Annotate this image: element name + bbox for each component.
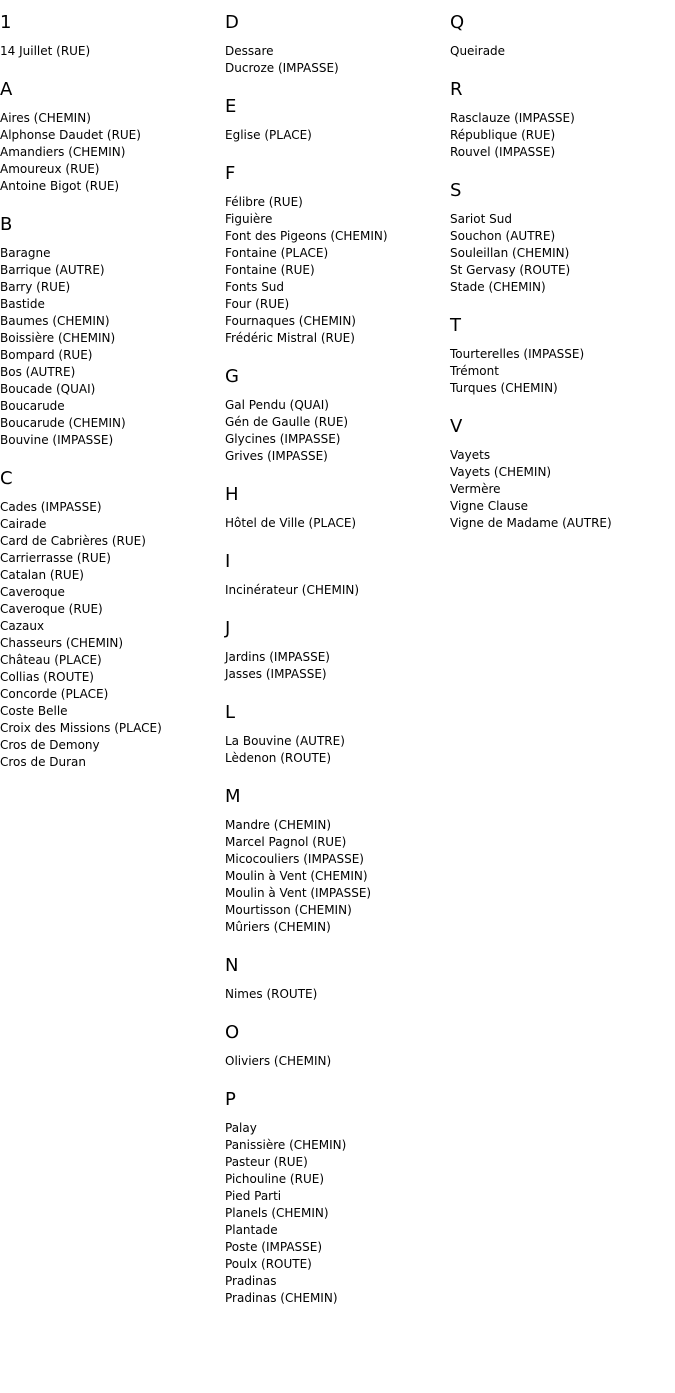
street-link[interactable]: Cades (IMPASSE) [0,500,102,514]
street-link[interactable]: Jardins (IMPASSE) [225,650,330,664]
street-link[interactable]: Vigne Clause [450,499,529,513]
street-link[interactable]: Rouvel (IMPASSE) [450,145,556,159]
street-link[interactable]: Chasseurs (CHEMIN) [0,636,124,650]
street-link[interactable]: Cros de Demony [0,738,100,752]
street-link[interactable]: Vermère [450,482,501,496]
street-link[interactable]: Bompard (RUE) [0,348,93,362]
street-list [0,245,225,449]
section-letter-heading: M [225,786,241,807]
section-letter-heading: 1 [0,12,12,33]
street-link[interactable]: Boucarude [0,399,65,413]
street-list [225,397,450,465]
street-link[interactable]: Figuière [225,212,273,226]
street-link[interactable]: Aires (CHEMIN) [0,111,91,125]
street-link[interactable]: Panissière (CHEMIN) [225,1138,347,1152]
letter-section [0,214,225,449]
street-list [225,194,450,347]
street-link[interactable]: Barrique (AUTRE) [0,263,105,277]
street-list [0,110,225,195]
street-link[interactable]: Nimes (ROUTE) [225,987,318,1001]
street-link[interactable]: Souchon (AUTRE) [450,229,556,243]
letter-section [225,786,450,936]
section-letter-heading: N [225,955,239,976]
street-link[interactable]: Château (PLACE) [0,653,102,667]
street-link[interactable]: Boucarude (CHEMIN) [0,416,126,430]
street-link[interactable]: Moulin à Vent (CHEMIN) [225,869,368,883]
street-list [225,986,450,1003]
street-link[interactable]: Mandre (CHEMIN) [225,818,332,832]
street-link[interactable]: Poste (IMPASSE) [225,1240,323,1254]
street-link[interactable]: Boucade (QUAI) [0,382,96,396]
street-link[interactable]: Queirade [450,44,506,58]
street-link[interactable]: Micocouliers (IMPASSE) [225,852,364,866]
street-link[interactable]: Pichouline (RUE) [225,1172,324,1186]
street-link[interactable]: Amoureux (RUE) [0,162,100,176]
street-link[interactable]: Tourterelles (IMPASSE) [450,347,585,361]
street-link[interactable]: Pied Parti [225,1189,282,1203]
street-link[interactable]: Barry (RUE) [0,280,71,294]
street-link[interactable]: Glycines (IMPASSE) [225,432,341,446]
letter-section [225,484,450,532]
street-link[interactable]: Eglise (PLACE) [225,128,312,142]
street-link[interactable]: Catalan (RUE) [0,568,84,582]
street-link[interactable]: Boissière (CHEMIN) [0,331,116,345]
letter-section [225,163,450,347]
street-link[interactable]: Vayets [450,448,491,462]
section-letter-heading: B [0,214,13,235]
section-letter-heading: G [225,366,239,387]
street-link[interactable]: Vayets (CHEMIN) [450,465,552,479]
section-letter-heading: C [0,468,13,489]
street-link[interactable]: Sariot Sud [450,212,512,226]
street-link[interactable]: République (RUE) [450,128,556,142]
street-index-column-2 [225,0,450,1326]
street-link[interactable]: Pradinas (CHEMIN) [225,1291,338,1305]
street-link[interactable]: Croix des Missions (PLACE) [0,721,162,735]
section-letter-heading: L [225,702,236,723]
street-list [225,733,450,767]
letter-section [0,468,225,771]
letter-section [0,12,225,60]
section-letter-heading: P [225,1089,236,1110]
street-index-column-1 [0,0,225,790]
street-link[interactable]: St Gervasy (ROUTE) [450,263,571,277]
street-link[interactable]: Gal Pendu (QUAI) [225,398,329,412]
street-link[interactable]: Bastide [0,297,45,311]
street-link[interactable]: Frédéric Mistral (RUE) [225,331,355,345]
street-list [225,582,450,599]
section-letter-heading: O [225,1022,240,1043]
section-letter-heading: F [225,163,236,184]
street-list [450,211,675,296]
street-list [225,515,450,532]
letter-section [450,416,675,532]
street-link[interactable]: Oliviers (CHEMIN) [225,1054,332,1068]
section-letter-heading: I [225,551,231,572]
street-link[interactable]: Caveroque [0,585,65,599]
street-list [450,110,675,161]
letter-section [225,12,450,77]
street-list [450,346,675,397]
street-link[interactable]: Palay [225,1121,257,1135]
street-link[interactable]: Caveroque (RUE) [0,602,103,616]
street-list [0,43,225,60]
street-list [450,447,675,532]
section-letter-heading: Q [450,12,465,33]
letter-section [225,366,450,465]
street-list [225,1120,450,1307]
street-link[interactable]: 14 Juillet (RUE) [0,44,91,58]
street-link[interactable]: Bouvine (IMPASSE) [0,433,114,447]
street-link[interactable]: Dessare [225,44,274,58]
letter-section [450,315,675,397]
street-link[interactable]: Carrierrasse (RUE) [0,551,111,565]
street-link[interactable]: Gén de Gaulle (RUE) [225,415,349,429]
street-link[interactable]: Baragne [0,246,51,260]
street-link[interactable]: Vigne de Madame (AUTRE) [450,516,612,530]
street-link[interactable]: Lèdenon (ROUTE) [225,751,332,765]
street-link[interactable]: Cros de Duran [0,755,87,769]
section-letter-heading: J [225,618,231,639]
street-list [225,817,450,936]
street-list [225,43,450,77]
street-link[interactable]: Baumes (CHEMIN) [0,314,110,328]
street-link[interactable]: Font des Pigeons (CHEMIN) [225,229,388,243]
street-link[interactable]: Rasclauze (IMPASSE) [450,111,575,125]
street-link[interactable]: Planels (CHEMIN) [225,1206,329,1220]
letter-section [450,79,675,161]
street-link[interactable]: Mûriers (CHEMIN) [225,920,331,934]
section-letter-heading: T [450,315,461,336]
street-link[interactable]: Bos (AUTRE) [0,365,76,379]
letter-section [225,955,450,1003]
street-link[interactable]: Moulin à Vent (IMPASSE) [225,886,372,900]
street-link[interactable]: Fontaine (RUE) [225,263,315,277]
street-link[interactable]: Coste Belle [0,704,68,718]
letter-section [225,1089,450,1307]
letter-section [450,180,675,296]
street-link[interactable]: Amandiers (CHEMIN) [0,145,126,159]
street-list [225,1053,450,1070]
letter-section [225,702,450,767]
section-letter-heading: D [225,12,239,33]
street-list [225,649,450,683]
section-letter-heading: A [0,79,13,100]
street-link[interactable]: Plantade [225,1223,278,1237]
street-link[interactable]: Turques (CHEMIN) [450,381,558,395]
letter-section [225,551,450,599]
street-link[interactable]: Alphonse Daudet (RUE) [0,128,141,142]
street-link[interactable]: Poulx (ROUTE) [225,1257,312,1271]
street-link[interactable]: Mourtisson (CHEMIN) [225,903,352,917]
street-link[interactable]: Félibre (RUE) [225,195,303,209]
letter-section [450,12,675,60]
street-link[interactable]: Fournaques (CHEMIN) [225,314,356,328]
street-link[interactable]: Trémont [450,364,499,378]
section-letter-heading: E [225,96,237,117]
section-letter-heading: H [225,484,239,505]
section-letter-heading: S [450,180,462,201]
street-list [225,127,450,144]
street-link[interactable]: Souleillan (CHEMIN) [450,246,570,260]
street-link[interactable]: Jasses (IMPASSE) [225,667,327,681]
street-link[interactable]: Grives (IMPASSE) [225,449,328,463]
street-link[interactable]: Cairade [0,517,47,531]
section-letter-heading: R [450,79,463,100]
street-link[interactable]: Collias (ROUTE) [0,670,94,684]
street-list [450,43,675,60]
street-link[interactable]: Stade (CHEMIN) [450,280,546,294]
street-link[interactable]: Card de Cabrières (RUE) [0,534,146,548]
street-link[interactable]: Hôtel de Ville (PLACE) [225,516,357,530]
street-link[interactable]: Fonts Sud [225,280,285,294]
street-link[interactable]: Pradinas [225,1274,277,1288]
letter-section [225,618,450,683]
street-link[interactable]: Cazaux [0,619,45,633]
street-link[interactable]: Four (RUE) [225,297,290,311]
street-link[interactable]: Ducroze (IMPASSE) [225,61,339,75]
street-link[interactable]: Pasteur (RUE) [225,1155,308,1169]
street-link[interactable]: Marcel Pagnol (RUE) [225,835,347,849]
section-letter-heading: V [450,416,463,437]
street-link[interactable]: Antoine Bigot (RUE) [0,179,120,193]
letter-section [225,1022,450,1070]
street-link[interactable]: Incinérateur (CHEMIN) [225,583,360,597]
street-list [0,499,225,771]
letter-section [0,79,225,195]
street-link[interactable]: Fontaine (PLACE) [225,246,329,260]
street-index-column-3 [450,0,675,551]
letter-section [225,96,450,144]
street-link[interactable]: Concorde (PLACE) [0,687,109,701]
street-link[interactable]: La Bouvine (AUTRE) [225,734,345,748]
